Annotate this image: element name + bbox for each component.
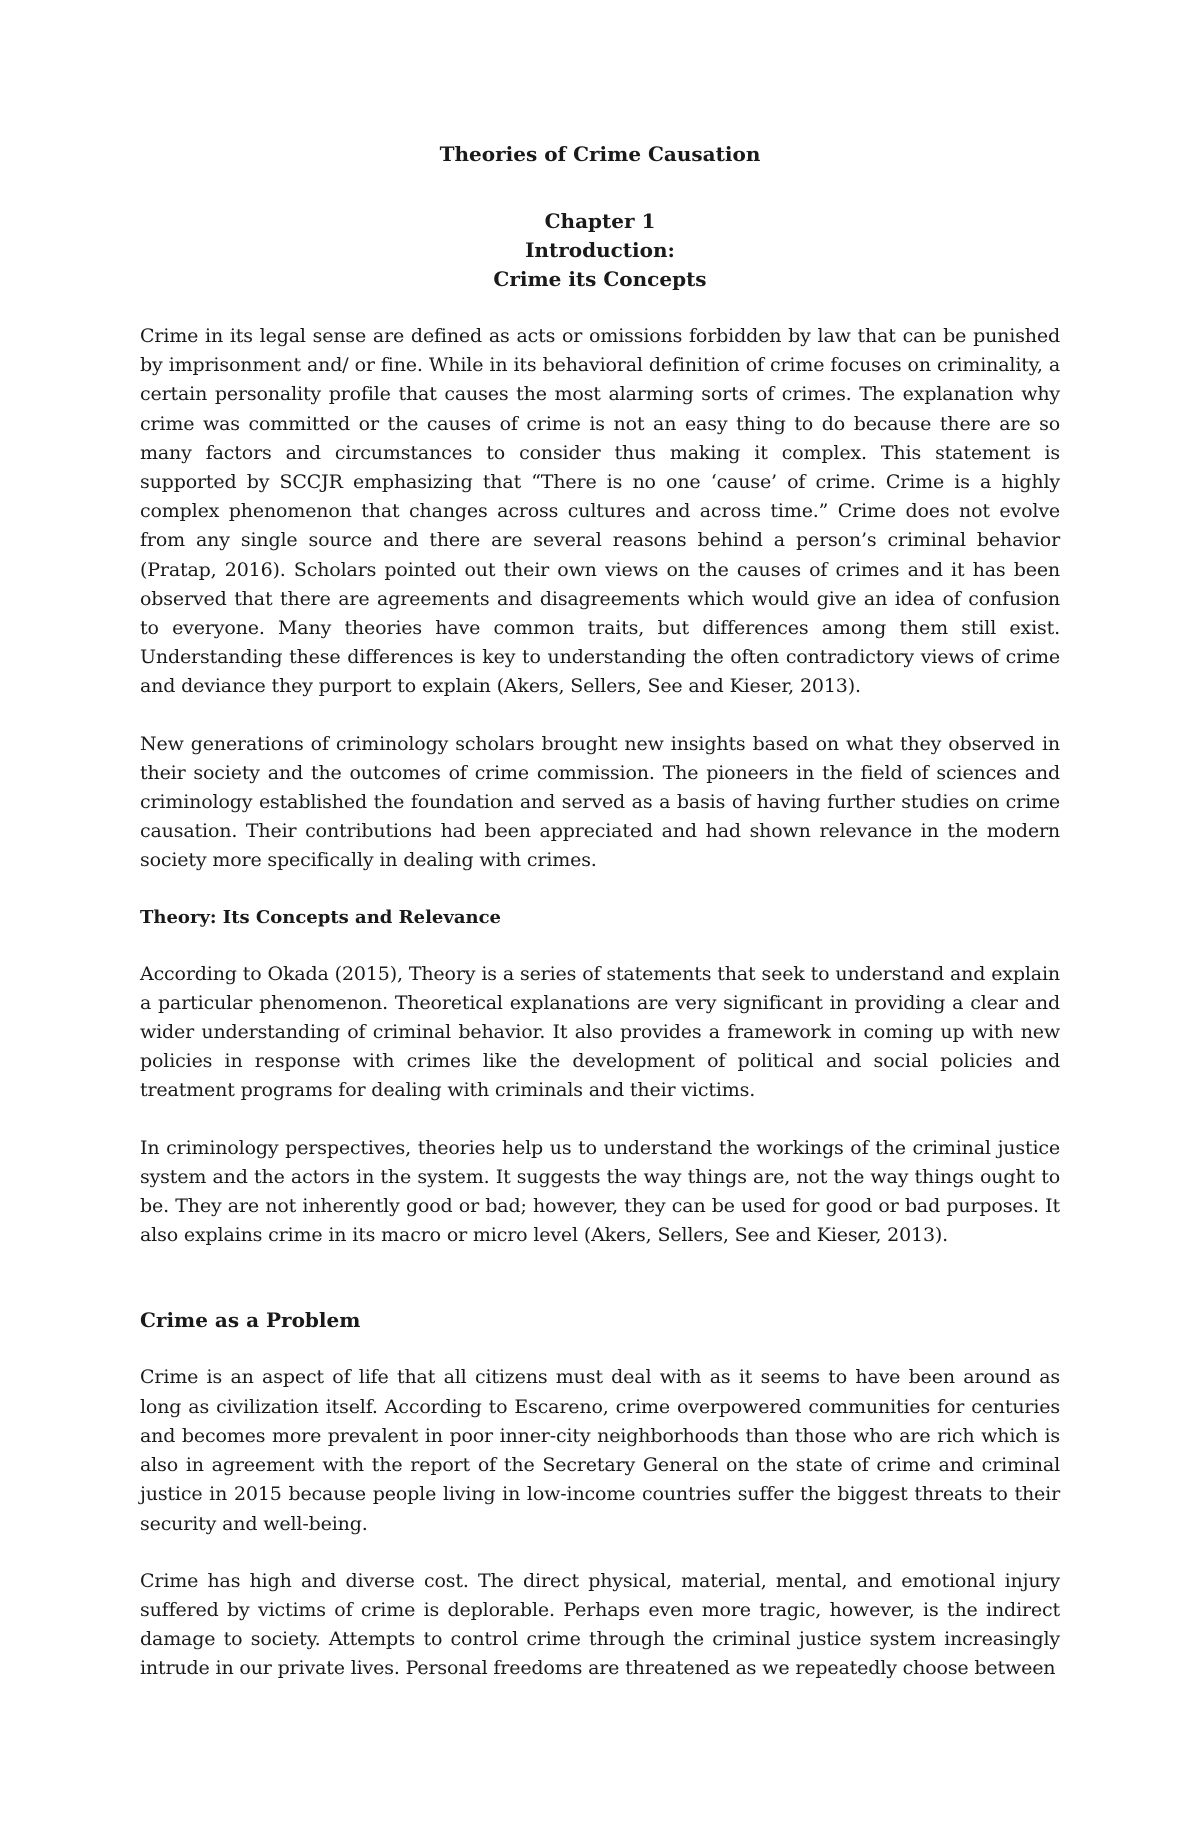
problem-section-heading: Crime as a Problem — [140, 1308, 361, 1333]
chapter-topic: Crime its Concepts — [493, 267, 707, 291]
intro-paragraph-1: Crime in its legal sense are defined as acts or omissions forbidden by law that can be punished by imprisonment and/ or fine. While in its behavioral definition of crime focuses on criminality, a certain personality profile that causes the most alarming sorts of crimes. The explanation why crime was committed or the causes of crime is not an easy thing to do because there are so many factors and circumstances to consider thus making it complex. This statement is supported by SCCJR emphasizing that “There is no one ‘cause’ of crime. Crime is a highly complex phenomenon that changes across cultures and across time.” Crime does not evolve from any single source and there are several reasons behind a person’s criminal behavior (Pratap, 2016). Scholars pointed out their own views on the causes of crimes and it has been observed that there are agreements and disagreements which would give an idea of confusion to everyone. Many theories have common traits, but differences among them still exist. Understanding these differences is key to understanding the often contradictory views of crime and deviance they purport to explain (Akers, Sellers, See and Kieser, 2013). — [140, 325, 1060, 698]
intro-paragraph-2: New generations of criminology scholars brought new insights based on what they observed in their society and the outcomes of crime commission. The pioneers in the field of sciences and criminology established the foundation and served as a basis of having further studies on crime causation. Their contributions had been appreciated and had shown relevance in the modern society more specifically in dealing with crimes. — [140, 732, 1060, 872]
problem-paragraph-1: Crime is an aspect of life that all citizens must deal with as it seems to have been around as long as civilization itself. According to Escareno, crime overpowered communities for centuries and becomes more prevalent in poor inner-city neighborhoods than those who are rich which is also in agreement with the report of the Secretary General on the state of crime and criminal justice in 2015 because people living in low-income countries suffer the biggest threats to their security and well-being. — [140, 1366, 1060, 1535]
problem-paragraph-2: Crime has high and diverse cost. The direct physical, material, mental, and emotional injury suffered by victims of crime is deplorable. Perhaps even more tragic, however, is the indirect damage to society. Attempts to control crime through the criminal justice system increasingly intrude in our private lives. Personal freedoms are threatened as we repeatedly choose between — [140, 1569, 1060, 1680]
chapter-subtitle: Introduction: — [525, 238, 675, 262]
document-title: Theories of Crime Causation — [439, 142, 761, 166]
document-page — [140, 140, 1060, 1712]
chapter-heading — [140, 207, 1060, 294]
theory-paragraph-2: In criminology perspectives, theories help us to understand the workings of the criminal justice system and the actors in the system. It suggests the way things are, not the way things ought to be. They are not inherently good or bad; however, they can be used for good or bad purposes. It also explains crime in its macro or micro level (Akers, Sellers, See and Kieser, 2013). — [140, 1136, 1060, 1247]
theory-paragraph-1: According to Okada (2015), Theory is a series of statements that seek to understand and explain a particular phenomenon. Theoretical explanations are very significant in providing a clear and wider understanding of criminal behavior. It also provides a framework in coming up with new policies in response with crimes like the development of political and social policies and treatment programs for dealing with criminals and their victims. — [140, 962, 1060, 1102]
theory-section-heading: Theory: Its Concepts and Relevance — [140, 906, 501, 928]
chapter-number: Chapter 1 — [544, 209, 656, 233]
